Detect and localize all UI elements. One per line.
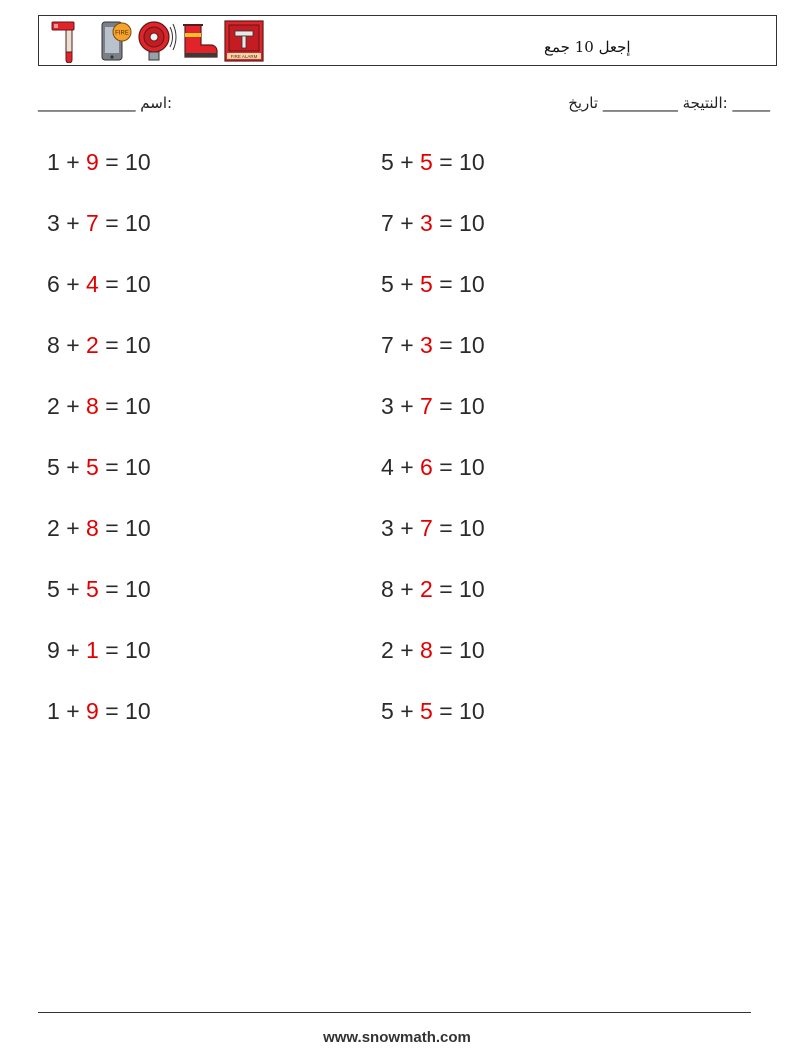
sum: 10 <box>459 454 485 480</box>
plus-sign: + <box>400 576 414 602</box>
answer-addend: 3 <box>420 210 433 236</box>
equals-sign: = <box>439 332 453 358</box>
problem-left-4 <box>47 331 151 359</box>
equals-sign: = <box>105 271 119 297</box>
equals-sign: = <box>439 576 453 602</box>
worksheet-title: إجعل 10 جمع <box>544 38 631 56</box>
equals-sign: = <box>439 637 453 663</box>
problem-right-4 <box>381 331 485 359</box>
fire-boot-icon <box>179 19 221 63</box>
plus-sign: + <box>66 698 80 724</box>
sum: 10 <box>125 454 151 480</box>
phone-bubble-text: FIRE <box>115 30 129 37</box>
equals-sign: = <box>439 698 453 724</box>
phone-fire-icon <box>93 19 135 63</box>
addend-a: 3 <box>381 393 394 419</box>
addend-a: 3 <box>47 210 60 236</box>
problem-left-1 <box>47 148 151 176</box>
fire-alarm-box-icon <box>223 19 265 63</box>
plus-sign: + <box>66 332 80 358</box>
plus-sign: + <box>66 454 80 480</box>
sum: 10 <box>459 271 485 297</box>
equals-sign: = <box>105 454 119 480</box>
sum: 10 <box>125 576 151 602</box>
plus-sign: + <box>400 210 414 236</box>
problem-right-6 <box>381 453 485 481</box>
plus-sign: + <box>400 515 414 541</box>
addend-a: 4 <box>381 454 394 480</box>
equals-sign: = <box>105 149 119 175</box>
answer-addend: 5 <box>420 271 433 297</box>
equals-sign: = <box>439 515 453 541</box>
alarm-box-label: FIRE ALARM <box>230 54 258 59</box>
equals-sign: = <box>105 637 119 663</box>
answer-addend: 9 <box>86 698 99 724</box>
plus-sign: + <box>66 637 80 663</box>
plus-sign: + <box>400 637 414 663</box>
fire-alarm-bell-icon <box>136 19 178 63</box>
equals-sign: = <box>439 454 453 480</box>
plus-sign: + <box>400 393 414 419</box>
problem-right-7 <box>381 514 485 542</box>
name-label: اسم: <box>140 94 173 112</box>
addend-a: 5 <box>381 271 394 297</box>
equals-sign: = <box>439 149 453 175</box>
problem-left-3 <box>47 270 151 298</box>
answer-addend: 5 <box>420 149 433 175</box>
addend-a: 8 <box>47 332 60 358</box>
addend-a: 1 <box>47 698 60 724</box>
plus-sign: + <box>66 210 80 236</box>
answer-addend: 8 <box>86 515 99 541</box>
sum: 10 <box>459 332 485 358</box>
answer-addend: 7 <box>86 210 99 236</box>
name-blank: _____________ <box>38 94 136 112</box>
addend-a: 2 <box>47 393 60 419</box>
plus-sign: + <box>66 149 80 175</box>
answer-addend: 5 <box>86 454 99 480</box>
problem-right-1 <box>381 148 485 176</box>
sum: 10 <box>125 515 151 541</box>
equals-sign: = <box>439 210 453 236</box>
answer-addend: 5 <box>420 698 433 724</box>
sum: 10 <box>125 698 151 724</box>
addend-a: 5 <box>47 454 60 480</box>
sum: 10 <box>125 210 151 236</box>
addend-a: 7 <box>381 332 394 358</box>
plus-sign: + <box>400 454 414 480</box>
sum: 10 <box>459 698 485 724</box>
addend-a: 2 <box>381 637 394 663</box>
answer-addend: 7 <box>420 515 433 541</box>
fire-axe-icon <box>48 19 90 63</box>
worksheet-header <box>38 15 777 66</box>
equals-sign: = <box>439 271 453 297</box>
plus-sign: + <box>66 271 80 297</box>
sum: 10 <box>459 515 485 541</box>
answer-addend: 2 <box>420 576 433 602</box>
equals-sign: = <box>105 698 119 724</box>
plus-sign: + <box>66 576 80 602</box>
problem-right-9 <box>381 636 485 664</box>
addend-a: 5 <box>47 576 60 602</box>
sum: 10 <box>459 393 485 419</box>
answer-addend: 6 <box>420 454 433 480</box>
plus-sign: + <box>400 149 414 175</box>
equals-sign: = <box>105 576 119 602</box>
date-score-field <box>568 94 770 112</box>
name-field <box>38 94 172 112</box>
addend-a: 8 <box>381 576 394 602</box>
answer-addend: 7 <box>420 393 433 419</box>
problem-left-5 <box>47 392 151 420</box>
problem-left-9 <box>47 636 151 664</box>
addend-a: 5 <box>381 698 394 724</box>
answer-addend: 1 <box>86 637 99 663</box>
problem-right-5 <box>381 392 485 420</box>
score-blank: __________ <box>602 94 678 112</box>
answer-addend: 8 <box>420 637 433 663</box>
equals-sign: = <box>439 393 453 419</box>
equals-sign: = <box>105 393 119 419</box>
answer-addend: 4 <box>86 271 99 297</box>
addend-a: 3 <box>381 515 394 541</box>
sum: 10 <box>459 576 485 602</box>
answer-addend: 8 <box>86 393 99 419</box>
plus-sign: + <box>400 271 414 297</box>
answer-addend: 2 <box>86 332 99 358</box>
answer-addend: 5 <box>86 576 99 602</box>
score-label: النتيجة <box>682 94 723 112</box>
sum: 10 <box>125 637 151 663</box>
problem-left-10 <box>47 697 151 725</box>
problem-right-3 <box>381 270 485 298</box>
problem-left-8 <box>47 575 151 603</box>
answer-addend: 9 <box>86 149 99 175</box>
footer-url: www.snowmath.com <box>323 1029 471 1046</box>
plus-sign: + <box>66 515 80 541</box>
problem-left-6 <box>47 453 151 481</box>
problem-right-10 <box>381 697 485 725</box>
date-label: تاريخ: <box>568 94 728 112</box>
problem-left-7 <box>47 514 151 542</box>
addend-a: 6 <box>47 271 60 297</box>
problem-right-8 <box>381 575 485 603</box>
equals-sign: = <box>105 332 119 358</box>
addend-a: 1 <box>47 149 60 175</box>
plus-sign: + <box>400 332 414 358</box>
addend-a: 5 <box>381 149 394 175</box>
problem-left-2 <box>47 209 151 237</box>
sum: 10 <box>459 210 485 236</box>
answer-addend: 3 <box>420 332 433 358</box>
sum: 10 <box>125 149 151 175</box>
equals-sign: = <box>105 210 119 236</box>
footer-divider <box>38 1012 751 1013</box>
addend-a: 2 <box>47 515 60 541</box>
plus-sign: + <box>400 698 414 724</box>
plus-sign: + <box>66 393 80 419</box>
sum: 10 <box>125 332 151 358</box>
sum: 10 <box>125 393 151 419</box>
equals-sign: = <box>105 515 119 541</box>
date-blank: _____ <box>732 94 770 112</box>
sum: 10 <box>459 149 485 175</box>
addend-a: 7 <box>381 210 394 236</box>
problem-right-2 <box>381 209 485 237</box>
sum: 10 <box>459 637 485 663</box>
sum: 10 <box>125 271 151 297</box>
addend-a: 9 <box>47 637 60 663</box>
